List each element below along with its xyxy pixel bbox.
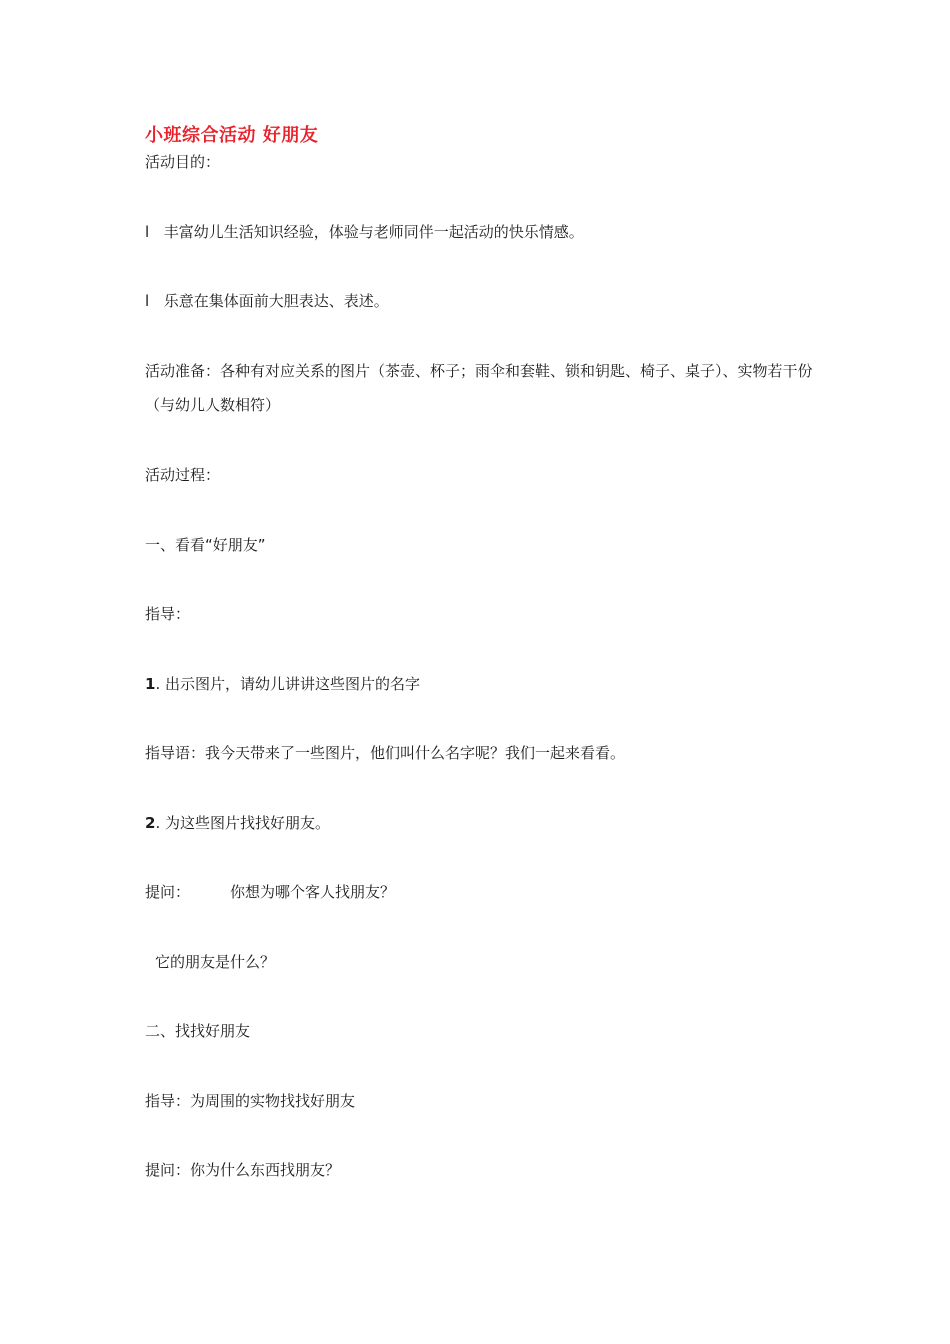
- goal-text-2: 乐意在集体面前大胆表达、表述。: [163, 292, 389, 310]
- process-heading: 活动过程：: [145, 466, 221, 484]
- section-1-heading: 一、看看“好朋友”: [145, 536, 266, 554]
- question-label: 提问：: [145, 883, 191, 901]
- guide-2: 指导：为周围的实物找找好朋友: [145, 1092, 356, 1110]
- guide-speech: 指导语：我今天带来了一些图片，他们叫什么名字呢？我们一起来看看。: [145, 744, 626, 762]
- step-2-text: . 为这些图片找找好朋友。: [155, 814, 330, 832]
- bullet-marker: l: [145, 223, 150, 241]
- guide-label: 指导：: [145, 605, 191, 623]
- step-1-number: 1: [145, 675, 156, 693]
- bullet-marker: l: [145, 292, 150, 310]
- step-2-number: 2: [145, 814, 156, 832]
- goal-item-1: [145, 222, 584, 242]
- question-1: 你想为哪个客人找朋友？: [230, 883, 396, 901]
- step-2: [145, 813, 330, 833]
- preparation-paragraph: 活动准备：各种有对应关系的图片（茶壶、杯子；雨伞和套鞋、锁和钥匙、椅子、桌子）、实物若干份（与幼儿人数相符）: [145, 362, 813, 414]
- question-3: 提问：你为什么东西找朋友？: [145, 1161, 341, 1179]
- document-title: 小班综合活动 好朋友: [145, 125, 319, 146]
- step-1-text: . 出示图片，请幼儿讲讲这些图片的名字: [155, 675, 420, 693]
- goal-item-2: [145, 291, 389, 311]
- step-1: [145, 674, 420, 694]
- goal-text-1: 丰富幼儿生活知识经验，体验与老师同伴一起活动的快乐情感。: [163, 223, 584, 241]
- question-row-1: [145, 882, 395, 902]
- goal-heading: 活动目的：: [145, 153, 221, 171]
- question-2: 它的朋友是什么？: [155, 953, 276, 971]
- section-2-heading: 二、找找好朋友: [145, 1022, 251, 1040]
